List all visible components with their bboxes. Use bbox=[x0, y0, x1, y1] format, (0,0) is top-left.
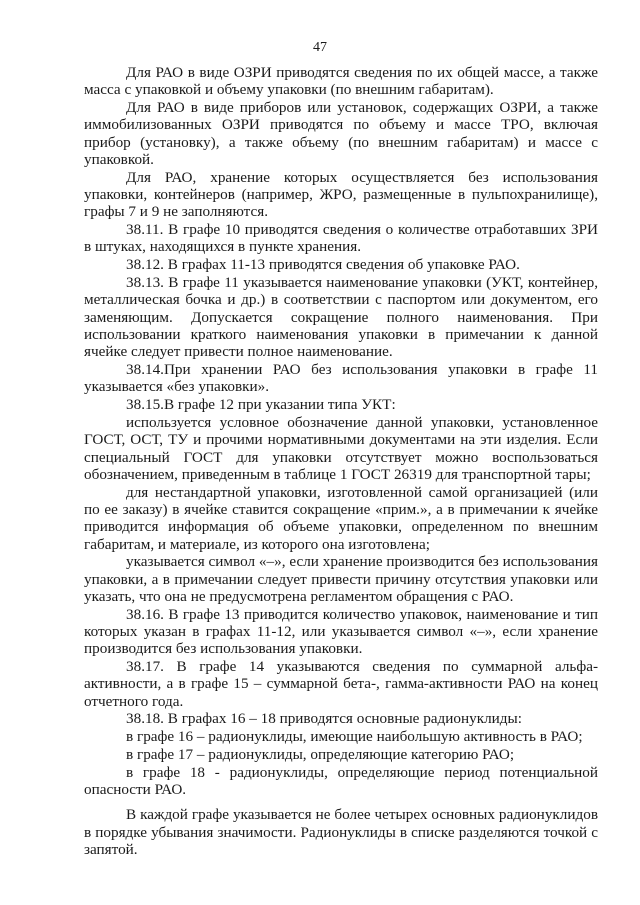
paragraph-38-11: 38.11. В графе 10 приводятся сведения о количестве отработавших ЗРИ в штуках, находящихся в пункте хранения. bbox=[84, 221, 598, 256]
paragraph-38-12: 38.12. В графах 11-13 приводятся сведения об упаковке РАО. bbox=[126, 256, 520, 274]
paragraph-radionuclide-order: В каждой графе указывается не более четырех основных радионуклидов в порядке убывания значимости. Радионуклиды в списке разделяются точкой с запятой. bbox=[84, 806, 598, 859]
paragraph-devices: Для РАО в виде приборов или установок, содержащих ОЗРИ, а также иммобилизованных ОЗРИ приводятся по объему и массе ТРО, включая прибор (установку), а также объему (по внешним габаритам) и массе с упаковкой. bbox=[84, 99, 598, 168]
document-body bbox=[84, 64, 598, 859]
paragraph-38-15-nonstandard: для нестандартной упаковки, изготовленной самой организацией (или по ее заказу) в ячейке ставится сокращение «прим.», а в примечании к ячейке приводится информация об объеме упаковки, определенном по внешним габаритам, и материале, из которого она изготовлена; bbox=[84, 483, 598, 553]
paragraph-38-15-symbol: указывается символ «–», если хранение производится без использования упаковки, а в примечании следует привести причину отсутствия упаковки или указать, что она не предусмотрена регламентом обращения с РАО. bbox=[84, 553, 598, 605]
page-number: 47 bbox=[313, 40, 327, 55]
paragraph-no-packaging: Для РАО, хранение которых осуществляется без использования упаковки, контейнеров (например, ЖРО, размещенные в пульпохранилище), графы 7 и 9 не заполняются. bbox=[84, 168, 598, 221]
paragraph-38-13: 38.13. В графе 11 указывается наименование упаковки (УКТ, контейнер, металлическая бочка и др.) в соответствии с паспортом или документом, его заменяющим. Допускается сокращение полного наименования. При использовании краткого наименования упаковки в примечании к данной ячейке следует привести полное наименование. bbox=[84, 274, 598, 361]
paragraph-38-18-col16: в графе 16 – радионуклиды, имеющие наибольшую активность в РАО; bbox=[126, 728, 583, 746]
paragraph-38-16: 38.16. В графе 13 приводится количество упаковок, наименование и тип которых указан в графах 11-12, или указывается символ «–», если хранение производится без использования упаковки. bbox=[84, 605, 598, 658]
paragraph-38-14: 38.14.При хранении РАО без использования упаковки в графе 11 указывается «без упаковки». bbox=[84, 361, 598, 396]
paragraph-38-15: 38.15.В графе 12 при указании типа УКТ: bbox=[126, 396, 396, 414]
paragraph-38-18-col17: в графе 17 – радионуклиды, определяющие категорию РАО; bbox=[126, 746, 515, 764]
paragraph-ozri-mass: Для РАО в виде ОЗРИ приводятся сведения по их общей массе, а также масса с упаковкой и объему упаковки (по внешним габаритам). bbox=[84, 64, 598, 99]
paragraph-38-17: 38.17. В графе 14 указываются сведения по суммарной альфа-активности, а в графе 15 – суммарной бета-, гамма-активности РАО на конец отчетного года. bbox=[84, 658, 598, 710]
paragraph-38-15-standard: используется условное обозначение данной упаковки, установленное ГОСТ, ОСТ, ТУ и прочими нормативными документами на эти изделия. Если специальный ГОСТ для упаковки отсутствует можно воспользоваться обозначением, приведенным в таблице 1 ГОСТ 26319 для транспортной тары; bbox=[84, 413, 598, 483]
paragraph-38-18-col18: в графе 18 - радионуклиды, определяющие период потенциальной опасности РАО. bbox=[84, 763, 598, 799]
paragraph-38-18: 38.18. В графах 16 – 18 приводятся основные радионуклиды: bbox=[126, 710, 522, 728]
